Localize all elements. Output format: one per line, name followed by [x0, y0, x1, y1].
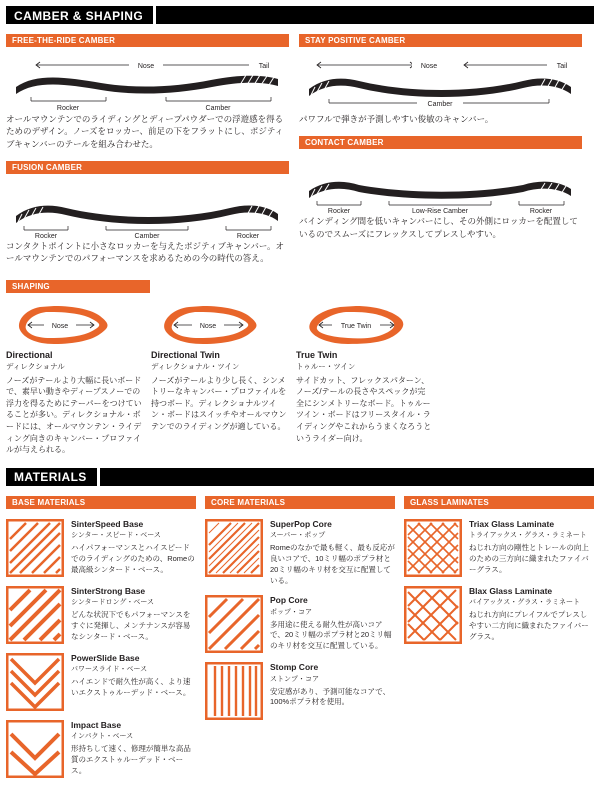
materials-column-core	[205, 492, 395, 778]
camber-block-contact	[299, 132, 582, 240]
material-desc: Romeのなかで最も軽く、最も反応が良いコアで、10ミリ幅のポプラ材と20ミリ幅のキリ材を交互に配置している。	[270, 542, 395, 585]
section-header-materials	[6, 468, 594, 486]
svg-text:True Twin: True Twin	[340, 322, 372, 330]
section-title-materials: MATERIALS	[6, 468, 97, 486]
camber-column-left	[6, 30, 289, 272]
material-subtitle: スーパー・ポップ	[270, 531, 326, 539]
camber-column-right	[299, 30, 582, 272]
shaping-item-directional-twin	[151, 300, 288, 456]
camber-desc-contact: バインディング間を低いキャンバーにし、その外側にロッカーを配置しているのでスムーズにフレックスしてプレスしやすい。	[299, 216, 578, 239]
material-desc: どんな状況下でもパフォーマンスをすぐに発揮し、メンテナンスが容易なシンタード・ベース。	[71, 609, 191, 641]
material-item	[205, 595, 395, 653]
camber-label-camber: Camber	[205, 105, 231, 111]
material-title: Blax Glass Laminate	[469, 585, 553, 596]
section-bar-fill-materials	[100, 468, 594, 486]
material-item	[205, 662, 395, 720]
camber-desc-stay-positive: パワフルで弾きが予測しやすい俊敏のキャンバー。	[299, 114, 494, 124]
wood-grain-swatch	[205, 595, 263, 653]
shaping-diagram-directional	[6, 300, 143, 348]
material-item	[6, 720, 196, 778]
material-subtitle: ストンプ・コア	[270, 675, 319, 683]
material-desc: 形持ちして速く、修理が簡単な高品質のエクストゥルーデッド・ベース。	[71, 743, 191, 775]
page-root	[0, 6, 600, 806]
material-subtitle: ポップ・コア	[270, 608, 312, 616]
camber-diagram-contact	[299, 155, 582, 213]
shaping-heading: SHAPING	[6, 280, 150, 293]
material-desc: 多用途に使える耐久性が高いコアで、20ミリ幅のポプラ材と20ミリ幅のキリ材を交互に配置している。	[270, 619, 392, 651]
material-title: SinterSpeed Base	[71, 518, 144, 529]
material-desc: ハイエンドで耐久性が高く、より速いエクストゥルーデッド・ベース。	[71, 676, 191, 697]
chevron-swatch	[6, 653, 64, 711]
camber-grid	[0, 24, 600, 272]
chevron-swatch	[6, 720, 64, 778]
material-subtitle: バイアックス・グラス・ラミネート	[469, 598, 581, 606]
shaping-diagram-directional-twin	[151, 300, 288, 348]
camber-diagram-free-the-ride	[6, 53, 289, 111]
grid-mesh-swatch	[404, 586, 462, 644]
shaping-item-directional	[6, 300, 143, 456]
shaping-desc-directional: ノーズがテールより大幅に長いボードで、素早い動きやディープスノーでの浮力を得るためにテーパーをつけていることが多い。ディレクショナル・ボードには、オールマウンテン・ライディング向きのキャンバー・プロファイルが与えられる。	[6, 375, 142, 455]
svg-text:Rocker: Rocker	[34, 232, 58, 238]
camber-desc-fusion: コンタクトポイントに小さなロッカーを与えたポジティブキャンバー。オールマウンテンでのパフォーマンスを求めるための今の時代の答え。	[6, 240, 285, 264]
vertical-stripe-swatch	[205, 662, 263, 720]
shaping-grid	[6, 300, 594, 456]
material-title: SinterStrong Base	[71, 585, 146, 596]
material-title: Triax Glass Laminate	[469, 518, 555, 529]
svg-text:Low-Rise Camber: Low-Rise Camber	[411, 208, 469, 214]
materials-heading-glass: GLASS LAMINATES	[404, 496, 594, 509]
material-item	[6, 653, 196, 711]
shaping-name-directional-twin: Directional Twin	[151, 349, 220, 360]
shaping-name-jp-directional-twin: ディレクショナル・ツイン	[151, 361, 240, 371]
svg-text:Nose: Nose	[137, 63, 155, 70]
svg-text:Camber: Camber	[427, 101, 453, 108]
camber-block-fusion	[6, 157, 289, 265]
shaping-item-true-twin	[296, 300, 433, 456]
material-title: Impact Base	[71, 719, 122, 730]
svg-text:Tail: Tail	[556, 63, 568, 70]
camber-heading-free-the-ride: FREE-THE-RIDE CAMBER	[6, 34, 289, 47]
camber-heading-stay-positive: STAY POSITIVE CAMBER	[299, 34, 582, 47]
section-header-camber	[6, 6, 594, 24]
material-subtitle: シンタードロング・ベース	[71, 598, 155, 606]
material-desc: ねじれ方向にプレイフルでプレスしやすい二方向に織まれたファイバーグラス。	[469, 609, 589, 641]
material-desc: ハイパフォーマンスとハイスピードでのライディングのための、Romeの最高級シンタード・ベース。	[71, 542, 195, 574]
svg-text:Rocker: Rocker	[327, 208, 351, 214]
material-subtitle: トライアックス・グラス・ラミネート	[469, 531, 587, 539]
shaping-section	[0, 272, 600, 456]
material-item	[404, 586, 594, 644]
camber-heading-fusion: FUSION CAMBER	[6, 161, 289, 174]
shaping-name-true-twin: True Twin	[296, 349, 338, 360]
diagonal-hatch-swatch	[6, 586, 64, 644]
shaping-desc-directional-twin: ノーズがテールより少し長く、シンメトリーなキャンバー・プロファイルを持つボード。ディレクショナルツイン・ボードはスイッチやオールマウンテンでのライディングが適している。	[151, 375, 287, 431]
material-item	[6, 586, 196, 644]
svg-text:Nose: Nose	[420, 63, 438, 70]
materials-grid	[0, 486, 600, 778]
camber-label-rocker: Rocker	[56, 105, 80, 111]
material-desc: 安定感があり、予測可能なコアで、100%ポプラ材を使用。	[270, 686, 391, 707]
diagonal-hatch-swatch	[6, 519, 64, 577]
camber-diagram-stay-positive	[299, 53, 582, 111]
materials-heading-base: BASE MATERIALS	[6, 496, 196, 509]
shaping-name-directional: Directional	[6, 349, 53, 360]
material-subtitle: パワースライド・ベース	[71, 665, 148, 673]
svg-text:Nose: Nose	[199, 322, 217, 330]
shaping-name-jp-directional: ディレクショナル	[6, 361, 65, 371]
svg-text:Tail: Tail	[258, 63, 270, 70]
material-title: Stomp Core	[270, 662, 319, 673]
shaping-name-jp-true-twin: トゥルー・ツイン	[296, 361, 356, 371]
material-title: Pop Core	[270, 595, 308, 606]
section-bar-fill	[156, 6, 594, 24]
camber-desc-free-the-ride: オールマウンテンでのライディングとディープパウダーでの浮遊感を得るためのデザイン。ノーズをロッカー、前足の下をフラットにし、ポジティブキャンバーのテールを組み合わせた。	[6, 114, 284, 149]
grid-mesh-swatch	[404, 519, 462, 577]
material-desc: ねじれ方向の剛性とトレールの向上のための三方向に織まれたファイバーグラス。	[469, 542, 589, 574]
camber-diagram-fusion	[6, 180, 289, 238]
materials-column-base	[6, 492, 196, 778]
svg-text:Camber: Camber	[134, 232, 160, 238]
materials-column-glass	[404, 492, 594, 778]
shaping-art-label: Nose	[51, 322, 69, 330]
shaping-desc-true-twin: サイドカット、フレックスパターン、ノーズ/テールの長さやスペックが完全にシンメトリーなボード。トゥルーツイン・ボードはフリースタイル・ライディングやこれからうまくなろうというライダー向け。	[296, 375, 432, 443]
svg-text:Rocker: Rocker	[529, 208, 553, 214]
svg-text:Rocker: Rocker	[236, 232, 260, 238]
material-title: SuperPop Core	[270, 518, 332, 529]
material-item	[205, 519, 395, 587]
material-item	[6, 519, 196, 577]
section-title-camber: CAMBER & SHAPING	[6, 6, 153, 24]
camber-block-stay-positive	[299, 30, 582, 125]
material-title: PowerSlide Base	[71, 652, 140, 663]
shaping-diagram-true-twin	[296, 300, 433, 348]
material-subtitle: シンター・スピード・ベース	[71, 531, 161, 539]
material-item	[404, 519, 594, 577]
material-subtitle: インパクト・ベース	[71, 732, 134, 740]
camber-heading-contact: CONTACT CAMBER	[299, 136, 582, 149]
materials-heading-core: CORE MATERIALS	[205, 496, 395, 509]
camber-block-free-the-ride	[6, 30, 289, 150]
wood-grain-swatch	[205, 519, 263, 577]
